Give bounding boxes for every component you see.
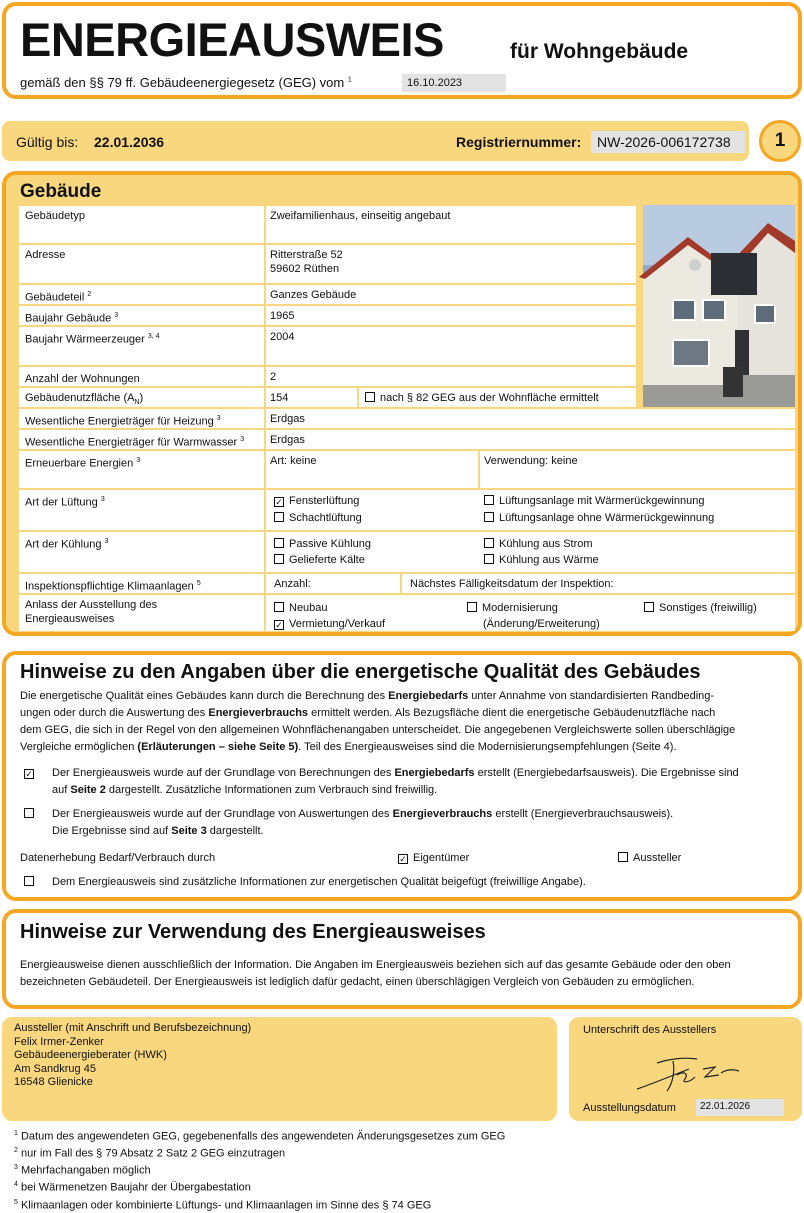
building-section-title: Gebäude bbox=[20, 181, 102, 202]
construction-year-label-text: Baujahr Gebäude bbox=[25, 312, 112, 325]
extra-info-checkbox[interactable] bbox=[24, 876, 34, 886]
issuer-name: Felix Irmer-Zenker bbox=[14, 1035, 104, 1048]
ventilation-label bbox=[19, 490, 264, 530]
data-by-issuer-checkbox[interactable] bbox=[618, 852, 628, 862]
reason-new-build[interactable] bbox=[274, 600, 328, 616]
building-photo bbox=[643, 205, 795, 407]
water-carrier-label-text: Wesentliche Energieträger für Warmwasser bbox=[25, 436, 238, 449]
address-label: Adresse bbox=[19, 245, 264, 283]
document-subtitle: für Wohngebäude bbox=[510, 40, 689, 63]
footnote-2-text: nur im Fall des § 79 Absatz 2 Satz 2 GEG einzutragen bbox=[20, 1147, 286, 1160]
ventilation-shaft-text: Schachtlüftung bbox=[289, 512, 362, 524]
ventilation-with-recovery-checkbox[interactable] bbox=[484, 495, 494, 505]
water-carrier-fn: 3 bbox=[240, 436, 245, 443]
demand-line-2 bbox=[52, 782, 792, 799]
ventilation-without-recovery-text: Lüftungsanlage ohne Wärmerückgewinnung bbox=[499, 512, 715, 524]
reason-modernisation-text: Modernisierung bbox=[482, 602, 558, 614]
data-by-owner[interactable] bbox=[398, 850, 469, 867]
energy-quality-notes bbox=[2, 651, 802, 901]
cooling-passive-text: Passive Kühlung bbox=[289, 538, 371, 550]
building-part-fn: 2 bbox=[87, 291, 92, 298]
ventilation-window-checkbox[interactable]: ✓ bbox=[275, 497, 283, 507]
footnote-2 bbox=[14, 1144, 505, 1161]
footnote-5-text: Klimaanlagen oder kombinierte Lüftungs- und Klimaanlagen im Sinne des § 74 GEG bbox=[20, 1199, 432, 1212]
reason-label-line1: Anlass der Ausstellung des bbox=[25, 599, 158, 611]
cooling-label bbox=[19, 532, 264, 572]
construction-year-label bbox=[19, 306, 264, 325]
renewables-fn: 3 bbox=[136, 457, 141, 464]
cooling-heat-text: Kühlung aus Wärme bbox=[499, 554, 599, 566]
floor-area-option[interactable] bbox=[359, 388, 636, 407]
building-section bbox=[2, 171, 802, 636]
heater-year-label bbox=[19, 327, 264, 365]
notes-line-1 bbox=[20, 688, 790, 705]
issuer-city: 16548 Glienicke bbox=[14, 1076, 93, 1088]
demand-1e: Seite 2 bbox=[70, 784, 106, 796]
cooling-passive-checkbox[interactable] bbox=[274, 538, 284, 548]
reason-rent-sale[interactable] bbox=[274, 616, 385, 632]
floor-area-label-text: Gebäudenutzfläche (A bbox=[25, 392, 135, 404]
address-street: Ritterstraße 52 bbox=[270, 249, 343, 261]
heating-carrier-label bbox=[19, 409, 264, 428]
renewables-type[interactable]: Art: keine bbox=[266, 451, 478, 488]
cooling-delivered[interactable] bbox=[274, 552, 365, 569]
floor-area-value[interactable]: 154 bbox=[266, 388, 357, 407]
notes-p1c: unter Annahme von standardisierten Randbeding- bbox=[471, 690, 715, 702]
reason-label bbox=[19, 595, 264, 631]
validity-bar bbox=[2, 121, 749, 161]
heater-year-fn: 3, 4 bbox=[147, 333, 160, 340]
renewables-label-text: Erneuerbare Energien bbox=[25, 457, 134, 470]
address-value[interactable] bbox=[266, 245, 636, 283]
consumption-option-checkbox-wrap[interactable] bbox=[24, 806, 39, 823]
notes-p4a: Vergleiche ermöglichen bbox=[20, 741, 135, 753]
signature-box bbox=[569, 1017, 802, 1121]
building-type-label: Gebäudetyp bbox=[19, 206, 264, 243]
reason-other[interactable] bbox=[644, 600, 757, 616]
footnote-1-text: Datum des angewendeten GEG, gegebenenfalls des angewendeten Änderungsgesetzes zum GEG bbox=[20, 1130, 506, 1143]
water-carrier-label bbox=[19, 430, 264, 449]
cooling-electric-checkbox[interactable] bbox=[484, 538, 494, 548]
footnote-5-number: 5 bbox=[14, 1198, 18, 1206]
heating-carrier-value[interactable]: Erdgas bbox=[266, 409, 795, 428]
cons-2b: Energieverbrauchs bbox=[392, 808, 493, 820]
floor-area-option-text: nach § 82 GEG aus der Wohnfläche ermittelt bbox=[380, 392, 599, 404]
ventilation-with-recovery[interactable] bbox=[484, 493, 704, 510]
usage-text bbox=[20, 957, 790, 991]
footnote-3-number: 3 bbox=[14, 1164, 18, 1172]
demand-1c: erstellt (Energiebedarfsausweis). Die Ergebnisse sind bbox=[477, 767, 739, 779]
data-by-issuer-text: Aussteller bbox=[633, 852, 682, 864]
usage-notes bbox=[2, 909, 802, 1009]
geg-footnote: 1 bbox=[347, 76, 352, 84]
ac-count[interactable]: Anzahl: bbox=[266, 574, 400, 593]
heating-carrier-fn: 3 bbox=[216, 415, 221, 422]
ventilation-with-recovery-text: Lüftungsanlage mit Wärmerückgewinnung bbox=[499, 495, 705, 507]
construction-year-fn: 3 bbox=[114, 312, 119, 319]
signature-label: Unterschrift des Ausstellers bbox=[583, 1024, 717, 1036]
usage-line-1: Energieausweise dienen ausschließlich der Information. Die Angaben im Energieausweis beziehen sich auf das gesamte Gebäude oder den oben bbox=[20, 959, 731, 971]
ventilation-fn: 3 bbox=[100, 496, 105, 503]
ac-next-inspection[interactable]: Nächstes Fälligkeitsdatum der Inspektion: bbox=[402, 574, 795, 593]
water-carrier-value[interactable]: Erdgas bbox=[266, 430, 795, 449]
demand-option-checkbox[interactable]: ✓ bbox=[25, 769, 33, 779]
data-by-owner-checkbox[interactable]: ✓ bbox=[399, 854, 407, 864]
reason-modernisation[interactable] bbox=[467, 600, 558, 616]
notes-paragraph bbox=[20, 688, 790, 756]
ventilation-without-recovery-checkbox[interactable] bbox=[484, 512, 494, 522]
cooling-heat[interactable] bbox=[484, 552, 599, 569]
valid-until-label: Gültig bis: bbox=[16, 134, 79, 150]
footnote-1 bbox=[14, 1127, 505, 1144]
issuer-label: Aussteller (mit Anschrift und Berufsbezeichnung) bbox=[14, 1022, 252, 1034]
notes-p4c: . Teil des Energieausweises sind die Modernisierungsempfehlungen (Seite 4). bbox=[298, 741, 677, 753]
notes-p2a: ungen oder durch die Auswertung des bbox=[20, 707, 206, 719]
units-label: Anzahl der Wohnungen bbox=[19, 367, 264, 386]
notes-line-4 bbox=[20, 739, 790, 756]
valid-until-date: 22.01.2036 bbox=[94, 134, 165, 150]
cooling-passive[interactable] bbox=[274, 536, 371, 553]
construction-year-value[interactable]: 1965 bbox=[266, 306, 636, 325]
units-value[interactable]: 2 bbox=[266, 367, 636, 386]
cooling-electric-text: Kühlung aus Strom bbox=[499, 538, 593, 550]
consumption-line-2 bbox=[52, 823, 792, 840]
consumption-option-checkbox[interactable] bbox=[24, 808, 34, 818]
floor-area-close: ) bbox=[139, 392, 144, 404]
data-collection-label: Datenerhebung Bedarf/Verbrauch durch bbox=[20, 852, 216, 864]
footnote-3-text: Mehrfachangaben möglich bbox=[20, 1164, 151, 1177]
issuer-profession: Gebäudeenergieberater (HWK) bbox=[14, 1049, 167, 1061]
footnote-4-number: 4 bbox=[14, 1181, 18, 1189]
notes-p1b: Energiebedarfs bbox=[388, 690, 469, 702]
ventilation-shaft[interactable] bbox=[274, 510, 362, 527]
heater-year-label-text: Baujahr Wärmeerzeuger bbox=[25, 333, 145, 346]
footnote-4 bbox=[14, 1178, 505, 1195]
issuer-details bbox=[14, 1022, 251, 1090]
cons-2d: Die Ergebnisse sind auf bbox=[52, 825, 169, 837]
notes-p2c: ermittelt werden. Als Bezugsfläche dient die energetische Gebäudenutzfläche nach bbox=[311, 707, 716, 719]
building-part-value[interactable]: Ganzes Gebäude bbox=[266, 285, 636, 304]
ac-label bbox=[19, 574, 264, 593]
reason-modernisation-detail: (Änderung/Erweiterung) bbox=[483, 618, 600, 630]
usage-title: Hinweise zur Verwendung des Energieausweises bbox=[20, 921, 486, 943]
demand-1f: dargestellt. Zusätzliche Informationen zum Verbrauch sind freiwillig. bbox=[108, 784, 438, 796]
cooling-delivered-text: Gelieferte Kälte bbox=[289, 554, 365, 566]
footnotes bbox=[14, 1127, 505, 1213]
renewables-use[interactable]: Verwendung: keine bbox=[480, 451, 795, 488]
reason-modernisation-checkbox[interactable] bbox=[467, 602, 477, 612]
extra-info-checkbox-wrap[interactable] bbox=[24, 874, 39, 891]
geg-date-field[interactable]: 16.10.2023 bbox=[402, 74, 506, 92]
notes-p1a: Die energetische Qualität eines Gebäudes kann durch die Berechnung des bbox=[20, 690, 386, 702]
consumption-line-1 bbox=[52, 806, 792, 823]
extra-info-text: Dem Energieausweis sind zusätzliche Informationen zur energetischen Qualität beigefügt (freiwillige Angabe). bbox=[52, 876, 586, 888]
ac-fn: 5 bbox=[196, 580, 201, 587]
building-part-label bbox=[19, 285, 264, 304]
floor-area-label bbox=[19, 388, 264, 407]
heating-carrier-label-text: Wesentliche Energieträger für Heizung bbox=[25, 415, 214, 428]
reason-other-text: Sonstiges (freiwillig) bbox=[659, 602, 757, 614]
cooling-delivered-checkbox[interactable] bbox=[274, 554, 284, 564]
house-illustration bbox=[643, 205, 795, 407]
ventilation-window-text: Fensterlüftung bbox=[289, 495, 360, 507]
notes-title: Hinweise zu den Angaben über die energetische Qualität des Gebäudes bbox=[20, 661, 701, 683]
reason-new-build-checkbox[interactable] bbox=[274, 602, 284, 612]
consumption-option-text bbox=[52, 806, 792, 840]
ventilation-label-text: Art der Lüftung bbox=[25, 496, 98, 509]
notes-line-2 bbox=[20, 705, 790, 722]
reason-label-line2: Energieausweises bbox=[25, 613, 115, 625]
cons-2c: erstellt (Energieverbrauchsausweis). bbox=[495, 808, 674, 820]
geg-reference bbox=[20, 75, 352, 90]
page-number-badge: 1 bbox=[759, 120, 801, 162]
notes-p4b: (Erläuterungen – siehe Seite 5) bbox=[137, 741, 299, 753]
issue-date-label: Ausstellungsdatum bbox=[583, 1102, 676, 1114]
ac-label-text: Inspektionspflichtige Klimaanlagen bbox=[25, 580, 194, 593]
floor-area-sub: N bbox=[134, 399, 140, 407]
building-part-label-text: Gebäudeteil bbox=[25, 291, 85, 304]
cons-2f: dargestellt. bbox=[209, 825, 264, 837]
renewables-label bbox=[19, 451, 264, 488]
registration-label: Registriernummer: bbox=[456, 134, 582, 150]
demand-1d: auf bbox=[52, 784, 68, 796]
demand-1b: Energiebedarfs bbox=[394, 767, 475, 779]
notes-line-3: dem GEG, die sich in der Regel von den allgemeinen Wohnflächenangaben unterscheidet. Die angegebenen Vergleichswerte sollen überschlägige bbox=[20, 724, 736, 736]
ventilation-shaft-checkbox[interactable] bbox=[274, 512, 284, 522]
footnote-1-number: 1 bbox=[14, 1130, 18, 1137]
document-header bbox=[2, 2, 802, 99]
demand-option-text bbox=[52, 765, 792, 799]
cooling-options bbox=[266, 532, 795, 572]
footnote-4-text: bei Wärmenetzen Baujahr der Übergabestation bbox=[20, 1182, 251, 1195]
demand-line-1 bbox=[52, 765, 792, 782]
address-city: 59602 Rüthen bbox=[270, 263, 340, 275]
data-by-issuer[interactable] bbox=[618, 850, 681, 867]
floor-area-checkbox[interactable] bbox=[365, 392, 375, 402]
footnote-3 bbox=[14, 1161, 505, 1178]
cooling-fn: 3 bbox=[104, 538, 109, 545]
reason-rent-sale-text: Vermietung/Verkauf bbox=[289, 618, 386, 630]
demand-option-checkbox-wrap[interactable] bbox=[24, 765, 39, 782]
building-type-value[interactable]: Zweifamilienhaus, einseitig angebaut bbox=[266, 206, 636, 243]
issuer-box bbox=[2, 1017, 557, 1121]
issuer-street: Am Sandkrug 45 bbox=[14, 1062, 96, 1075]
cons-2a: Der Energieausweis wurde auf der Grundlage von Auswertungen des bbox=[52, 808, 390, 820]
ventilation-options bbox=[266, 490, 795, 530]
cooling-heat-checkbox[interactable] bbox=[484, 554, 494, 564]
data-by-owner-text: Eigentümer bbox=[413, 852, 470, 864]
footnote-2-number: 2 bbox=[14, 1147, 18, 1155]
geg-text: gemäß den §§ 79 ff. Gebäudeenergiegesetz (GEG) vom bbox=[20, 75, 345, 90]
notes-p2b: Energieverbrauchs bbox=[208, 707, 309, 719]
ventilation-window[interactable] bbox=[274, 493, 359, 510]
reason-new-build-text: Neubau bbox=[289, 602, 328, 614]
reason-options bbox=[266, 595, 795, 631]
document-title: ENERGIEAUSWEIS bbox=[20, 13, 444, 66]
issue-date-field[interactable]: 22.01.2026 bbox=[696, 1099, 784, 1116]
signature-image bbox=[629, 1045, 749, 1097]
cooling-electric[interactable] bbox=[484, 536, 593, 553]
reason-rent-sale-checkbox[interactable]: ✓ bbox=[275, 620, 283, 630]
registration-number-field[interactable]: NW-2026-006172738 bbox=[591, 131, 745, 153]
footnote-5 bbox=[14, 1196, 505, 1213]
ventilation-without-recovery[interactable] bbox=[484, 510, 714, 527]
demand-1a: Der Energieausweis wurde auf der Grundlage von Berechnungen des bbox=[52, 767, 392, 779]
cons-2e: Seite 3 bbox=[171, 825, 207, 837]
cooling-label-text: Art der Kühlung bbox=[25, 538, 102, 551]
heater-year-value[interactable]: 2004 bbox=[266, 327, 636, 365]
reason-other-checkbox[interactable] bbox=[644, 602, 654, 612]
usage-line-2: bezeichneten Gebäudeteil. Der Energieausweis ist lediglich dafür gedacht, einen überschlägigen Vergleich von Gebäuden zu ermöglichen. bbox=[20, 976, 695, 988]
